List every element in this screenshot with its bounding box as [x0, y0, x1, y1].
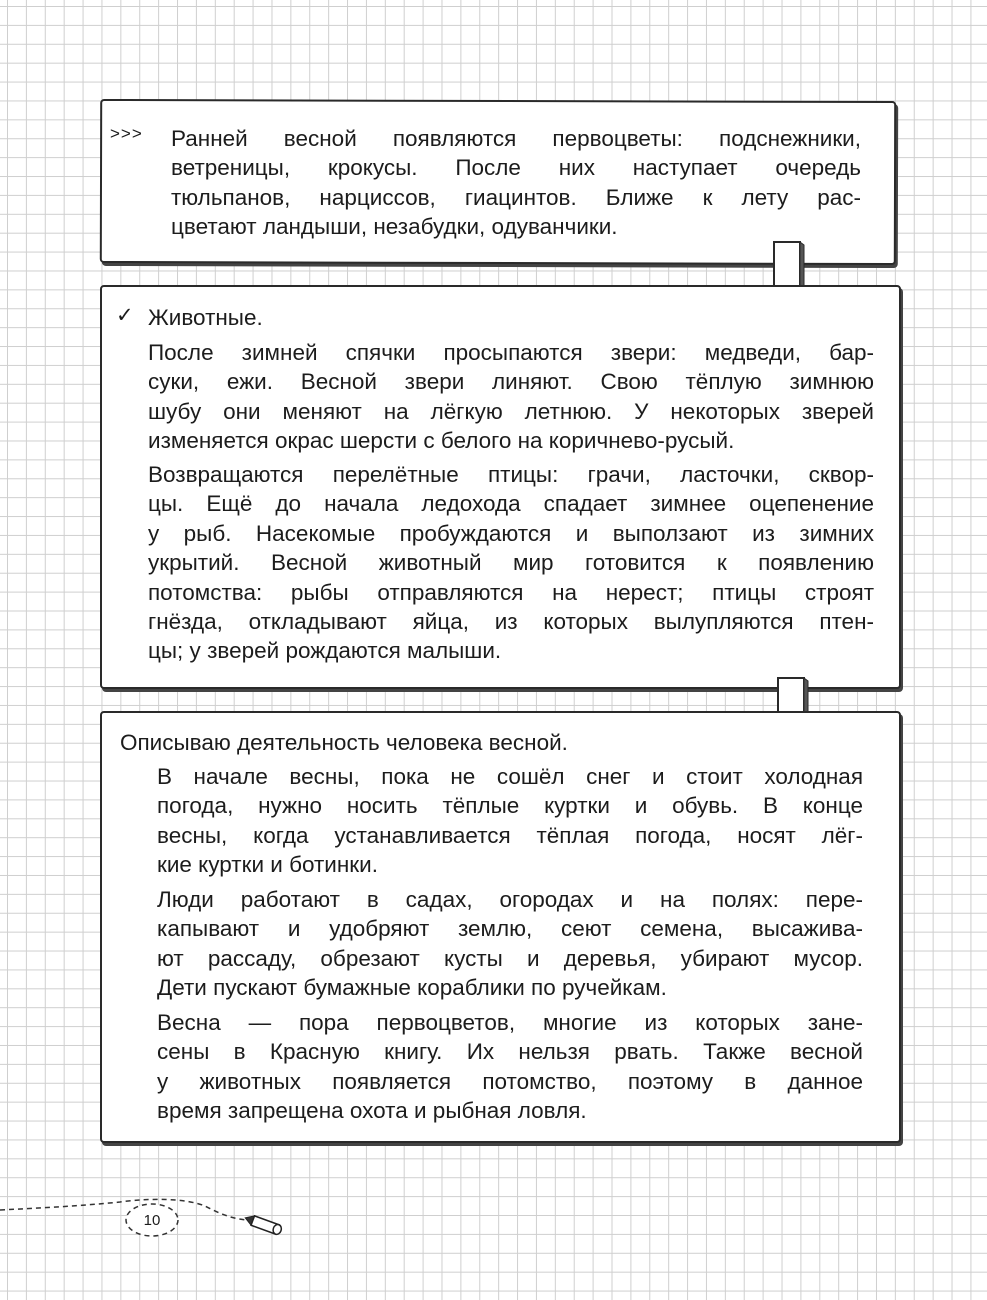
- text-line: капывают и удобряют землю, сеют семена, высажива-: [157, 916, 863, 942]
- human-activity-heading: Описываю деятельность человека весной.: [120, 730, 568, 755]
- text-line: погода, нужно носить тёплые куртки и обувь. В конце: [157, 793, 863, 819]
- text-line: у животных появляется потомство, поэтому в данное: [157, 1068, 863, 1094]
- text-line: В начале весны, пока не сошёл снег и стоит холодная: [157, 764, 863, 789]
- text-line: весны, когда устанавливается тёплая погода, носят лёг-: [157, 822, 863, 848]
- text-line: изменяется окрас шерсти с белого на коричнево-русый.: [148, 428, 735, 454]
- animals-heading: Животные.: [148, 305, 263, 330]
- text-line: потомства: рыбы отправляются на нерест; птицы строят: [148, 579, 874, 605]
- text-line: Возвращаются перелётные птицы: грачи, ласточки, сквор-: [148, 462, 874, 487]
- text-line: шубу они меняют на лёгкую летнюю. У некоторых зверей: [148, 398, 874, 424]
- activity-paragraph-1: [157, 762, 863, 880]
- text-line: сены в Красную книгу. Их нельзя рвать. Также весной: [157, 1039, 863, 1065]
- animals-paragraph-2: [148, 460, 874, 666]
- pencil-icon: [240, 1210, 290, 1240]
- arrows-marker: >>>: [110, 124, 143, 143]
- activity-paragraph-2: [157, 885, 863, 1003]
- page-number: 10: [143, 1212, 161, 1229]
- text-line: гнёзда, откладывают яйца, из которых вылупляются птен-: [148, 609, 874, 635]
- animals-paragraph-1: [148, 338, 874, 456]
- text-line: Люди работают в садах, огородах и на полях: пере-: [157, 887, 863, 912]
- text-line: тюльпанов, нарциссов, гиацинтов. Ближе к лету рас-: [171, 184, 861, 210]
- flowers-paragraph: [171, 124, 861, 242]
- text-line: ют рассаду, обрезают кусты и деревья, убирают мусор.: [157, 945, 863, 971]
- text-line: укрытий. Весной животный мир готовится к появлению: [148, 550, 874, 576]
- text-line: Ранней весной появляются первоцветы: подснежники,: [171, 126, 861, 151]
- text-line: Дети пускают бумажные кораблики по ручейкам.: [157, 975, 667, 1001]
- text-line: После зимней спячки просыпаются звери: медведи, бар-: [148, 340, 874, 365]
- text-line: ветреницы, крокусы. После них наступает очередь: [171, 155, 861, 181]
- text-line: у рыб. Насекомые пробуждаются и выползают из зимних: [148, 520, 874, 546]
- activity-paragraph-3: [157, 1008, 863, 1126]
- text-line: кие куртки и ботинки.: [157, 852, 378, 878]
- text-line: цы; у зверей рождаются малыши.: [148, 638, 502, 664]
- text-line: цветают ландыши, незабудки, одуванчики.: [171, 214, 618, 240]
- check-icon: ✓: [116, 304, 134, 327]
- text-line: суки, ежи. Весной звери линяют. Свою тёплую зимнюю: [148, 369, 874, 395]
- text-line: время запрещена охота и рыбная ловля.: [157, 1098, 587, 1124]
- text-line: Весна — пора первоцветов, многие из которых зане-: [157, 1010, 863, 1035]
- text-line: цы. Ещё до начала ледохода спадает зимнее оцепенение: [148, 491, 874, 517]
